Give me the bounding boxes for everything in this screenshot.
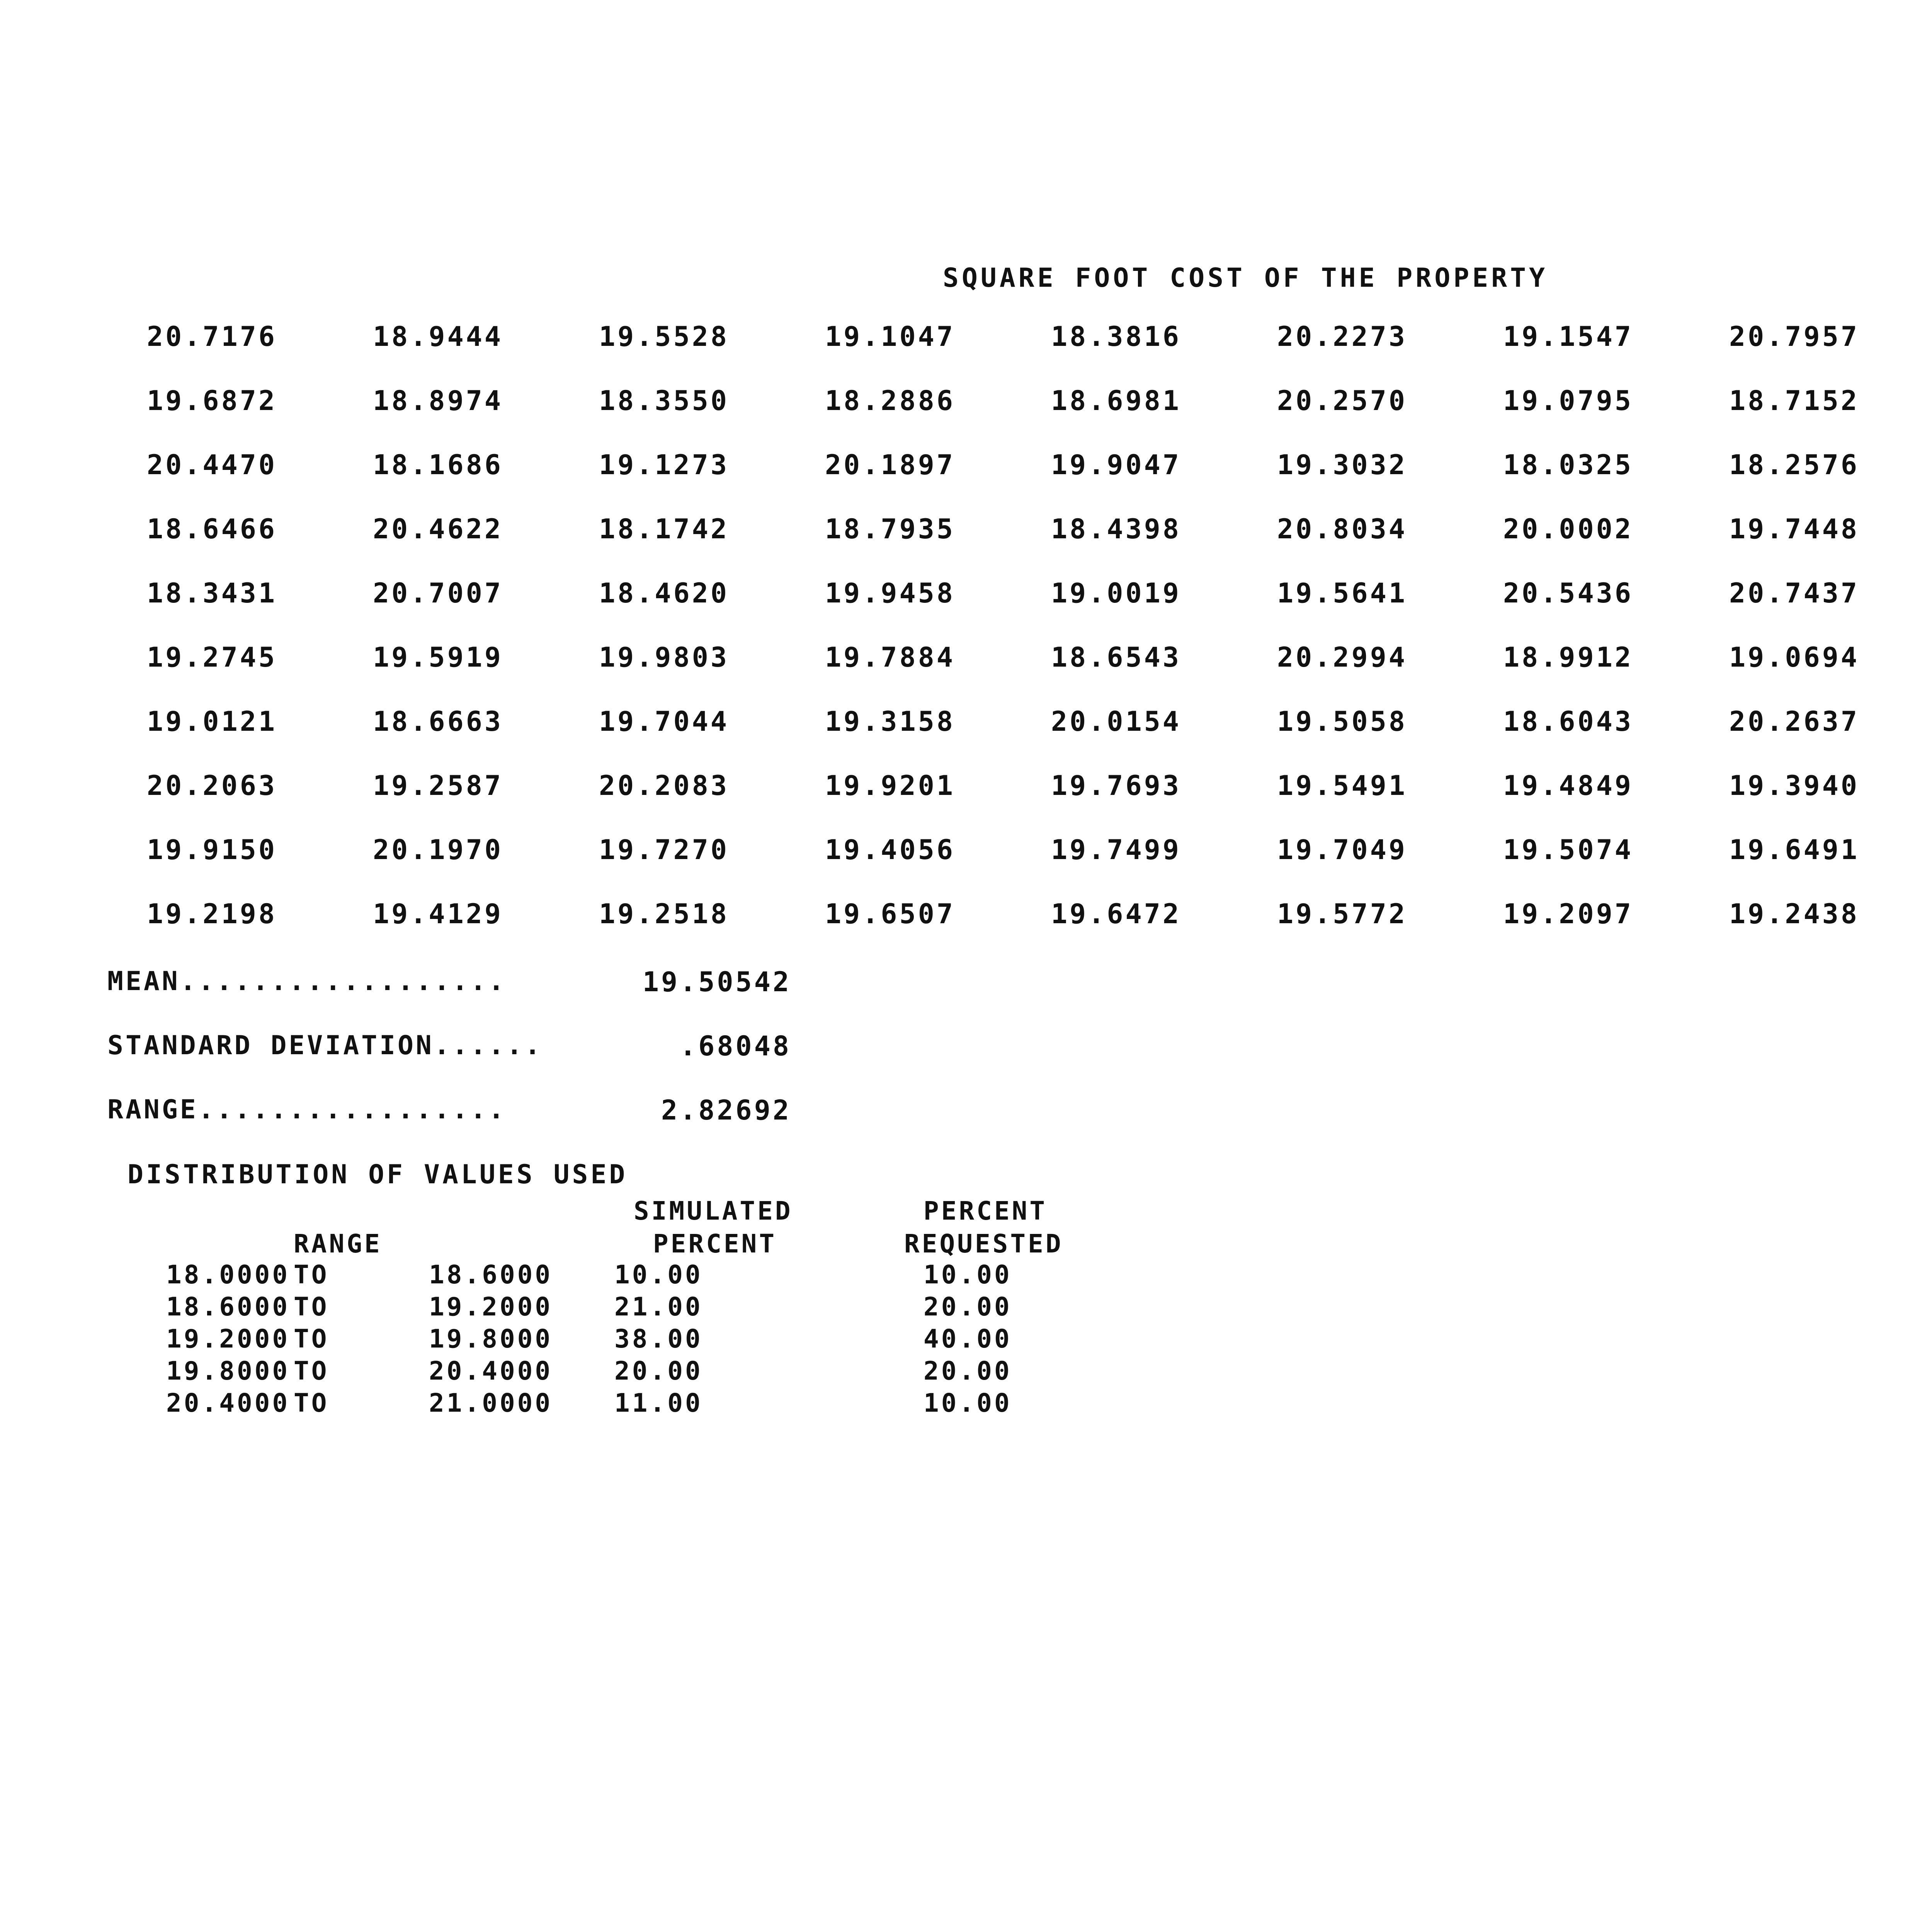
value-cell: 18.2576 [1729, 449, 1860, 481]
value-cell: 18.1742 [599, 513, 730, 545]
value-cell: 20.7007 [373, 577, 503, 609]
value-cell: 19.2097 [1503, 898, 1634, 930]
value-cell: 20.5436 [1503, 577, 1634, 609]
value-cell: 18.3550 [599, 385, 730, 417]
value-cell: 19.5491 [1277, 770, 1408, 801]
value-cell: 18.6466 [147, 513, 277, 545]
distribution-row [166, 1388, 1094, 1420]
simulated-percent: 38.00 [614, 1324, 703, 1354]
value-cell: 18.0325 [1503, 449, 1634, 481]
requested-header-line2: REQUESTED [904, 1229, 1063, 1259]
distribution-row [166, 1324, 1094, 1356]
requested-percent: 10.00 [923, 1388, 1012, 1418]
range-upper: 20.4000 [429, 1356, 553, 1386]
value-cell: 18.7935 [825, 513, 956, 545]
range-header: RANGE [294, 1229, 382, 1259]
value-cell: 18.6981 [1051, 385, 1182, 417]
value-cell: 20.2063 [147, 770, 277, 801]
value-cell: 19.6491 [1729, 834, 1860, 866]
value-cell: 19.7044 [599, 706, 730, 737]
value-cell: 19.5074 [1503, 834, 1634, 866]
value-cell: 18.6043 [1503, 706, 1634, 737]
range-value: 2.82692 [661, 1094, 791, 1126]
value-cell: 18.7152 [1729, 385, 1860, 417]
simulated-percent: 21.00 [614, 1292, 703, 1322]
value-cell: 18.6663 [373, 706, 503, 737]
value-cell: 19.2518 [599, 898, 730, 930]
simulated-percent: 10.00 [614, 1260, 703, 1290]
value-cell: 19.9047 [1051, 449, 1182, 481]
value-cell: 19.0019 [1051, 577, 1182, 609]
value-cell: 19.0795 [1503, 385, 1634, 417]
simulated-percent: 20.00 [614, 1356, 703, 1386]
summary-statistics [107, 966, 880, 1159]
distribution-table [166, 1260, 1094, 1420]
value-cell: 18.4398 [1051, 513, 1182, 545]
value-cell: 20.7437 [1729, 577, 1860, 609]
value-cell: 19.9150 [147, 834, 277, 866]
range-upper: 18.6000 [429, 1260, 553, 1290]
value-cell: 19.7693 [1051, 770, 1182, 801]
value-cell: 19.9458 [825, 577, 956, 609]
value-cell: 19.7049 [1277, 834, 1408, 866]
value-cell: 19.0694 [1729, 642, 1860, 673]
value-cell: 19.7499 [1051, 834, 1182, 866]
value-cell: 19.3940 [1729, 770, 1860, 801]
value-cell: 19.6507 [825, 898, 956, 930]
value-cell: 18.6543 [1051, 642, 1182, 673]
distribution-row [166, 1260, 1094, 1292]
standard-deviation-row [107, 1030, 880, 1094]
value-cell: 20.8034 [1277, 513, 1408, 545]
value-cell: 18.2886 [825, 385, 956, 417]
requested-percent: 20.00 [923, 1292, 1012, 1322]
value-cell: 19.3158 [825, 706, 956, 737]
requested-header-line1: PERCENT [923, 1196, 1048, 1226]
range-row [107, 1094, 880, 1159]
mean-value: 19.50542 [642, 966, 791, 998]
value-cell: 19.5641 [1277, 577, 1408, 609]
value-cell: 20.2083 [599, 770, 730, 801]
value-cell: 19.4849 [1503, 770, 1634, 801]
value-cell: 20.1897 [825, 449, 956, 481]
mean-row [107, 966, 880, 1030]
value-cell: 19.9201 [825, 770, 956, 801]
value-cell: 19.7270 [599, 834, 730, 866]
standard-deviation-value: .68048 [680, 1030, 791, 1062]
range-from: 20.4000 [166, 1388, 290, 1418]
range-from: 18.0000 [166, 1260, 290, 1290]
value-cell: 19.2587 [373, 770, 503, 801]
range-from: 19.8000 [166, 1356, 290, 1386]
range-label: RANGE................. [107, 1094, 507, 1125]
value-cell: 19.1047 [825, 321, 956, 352]
range-upper: 21.0000 [429, 1388, 553, 1418]
range-upper: 19.8000 [429, 1324, 553, 1354]
range-to-word: TO [294, 1260, 329, 1290]
value-cell: 19.2198 [147, 898, 277, 930]
value-cell: 20.4622 [373, 513, 503, 545]
value-cell: 19.5772 [1277, 898, 1408, 930]
value-cell: 19.6872 [147, 385, 277, 417]
value-cell: 19.4129 [373, 898, 503, 930]
mean-label: MEAN.................. [107, 966, 507, 997]
value-cell: 20.0002 [1503, 513, 1634, 545]
value-cell: 19.7884 [825, 642, 956, 673]
value-cell: 19.1547 [1503, 321, 1634, 352]
distribution-title: DISTRIBUTION OF VALUES USED [128, 1159, 628, 1190]
value-cell: 19.9803 [599, 642, 730, 673]
value-cell: 19.1273 [599, 449, 730, 481]
value-cell: 19.5058 [1277, 706, 1408, 737]
value-cell: 18.8974 [373, 385, 503, 417]
simulated-header-line2: PERCENT [653, 1229, 777, 1259]
value-cell: 19.5919 [373, 642, 503, 673]
value-cell: 20.2273 [1277, 321, 1408, 352]
simulated-header-line1: SIMULATED [634, 1196, 793, 1226]
value-cell: 18.9912 [1503, 642, 1634, 673]
value-cell: 20.0154 [1051, 706, 1182, 737]
value-cell: 19.2745 [147, 642, 277, 673]
range-to-word: TO [294, 1356, 329, 1386]
value-cell: 18.3816 [1051, 321, 1182, 352]
value-cell: 18.9444 [373, 321, 503, 352]
value-cell: 20.2994 [1277, 642, 1408, 673]
value-cell: 19.2438 [1729, 898, 1860, 930]
value-cell: 20.2570 [1277, 385, 1408, 417]
value-cell: 19.4056 [825, 834, 956, 866]
distribution-row [166, 1292, 1094, 1324]
range-from: 19.2000 [166, 1324, 290, 1354]
value-cell: 20.7176 [147, 321, 277, 352]
range-to-word: TO [294, 1388, 329, 1418]
value-cell: 20.2637 [1729, 706, 1860, 737]
value-cell: 19.5528 [599, 321, 730, 352]
range-to-word: TO [294, 1324, 329, 1354]
value-cell: 18.4620 [599, 577, 730, 609]
value-cell: 18.3431 [147, 577, 277, 609]
value-cell: 19.7448 [1729, 513, 1860, 545]
value-cell: 20.1970 [373, 834, 503, 866]
value-cell: 18.1686 [373, 449, 503, 481]
requested-percent: 10.00 [923, 1260, 1012, 1290]
value-cell: 20.4470 [147, 449, 277, 481]
value-cell: 19.6472 [1051, 898, 1182, 930]
value-cell: 20.7957 [1729, 321, 1860, 352]
range-upper: 19.2000 [429, 1292, 553, 1322]
distribution-row [166, 1356, 1094, 1388]
range-from: 18.6000 [166, 1292, 290, 1322]
standard-deviation-label: STANDARD DEVIATION...... [107, 1030, 543, 1061]
page-title: SQUARE FOOT COST OF THE PROPERTY [943, 263, 1548, 293]
range-to-word: TO [294, 1292, 329, 1322]
simulated-percent: 11.00 [614, 1388, 703, 1418]
value-cell: 19.3032 [1277, 449, 1408, 481]
requested-percent: 40.00 [923, 1324, 1012, 1354]
value-cell: 19.0121 [147, 706, 277, 737]
requested-percent: 20.00 [923, 1356, 1012, 1386]
values-table [147, 321, 1932, 962]
